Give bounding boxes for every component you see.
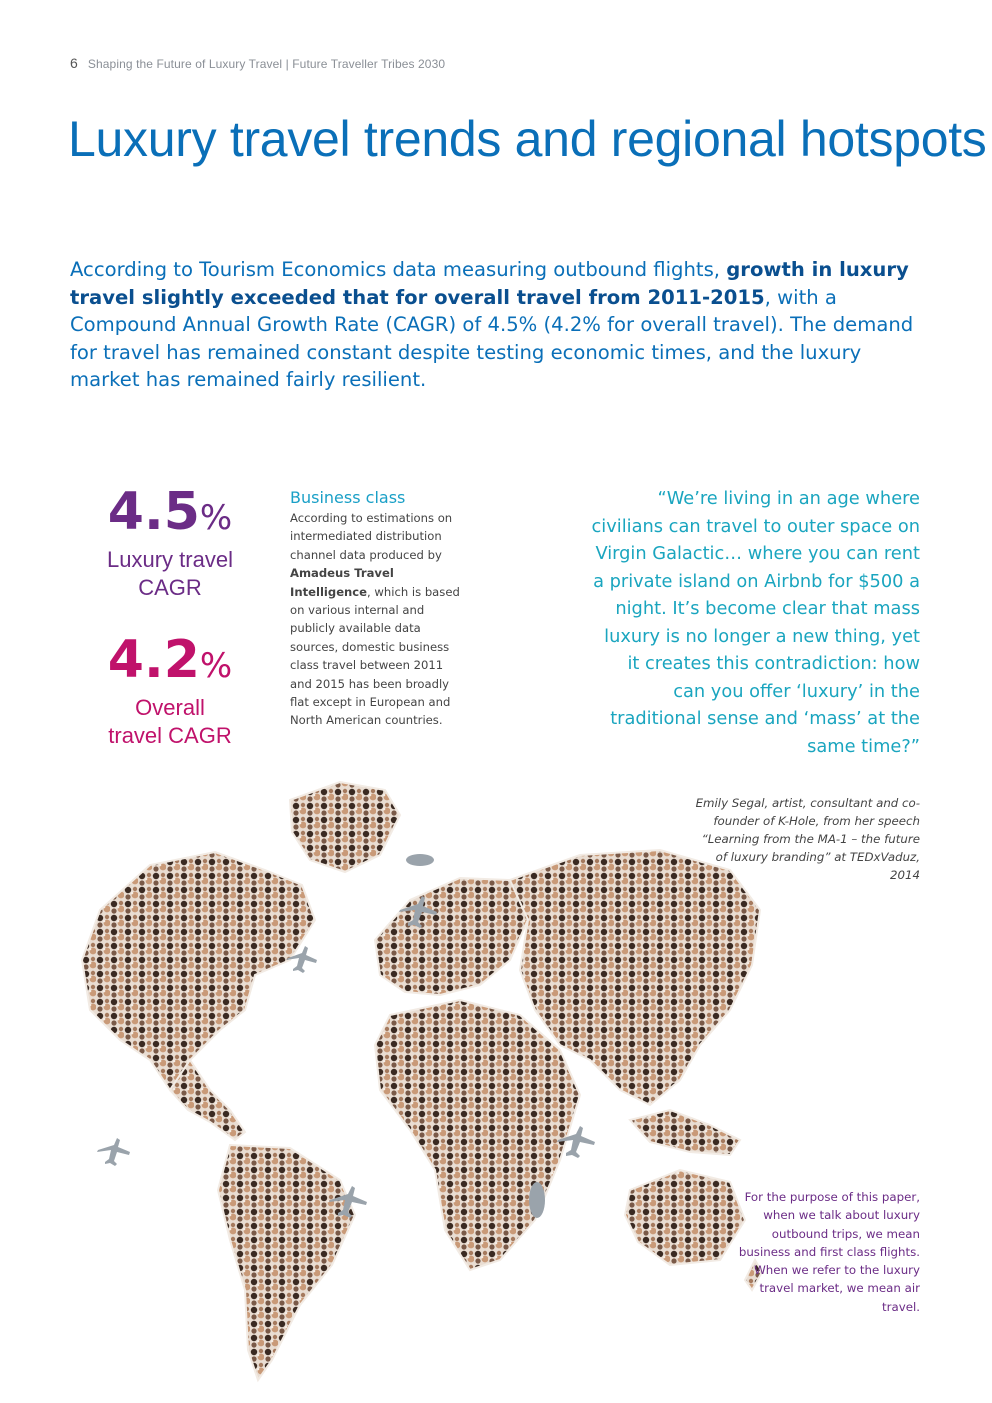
greenland-shape <box>290 782 400 872</box>
overall-cagr-value: 4.2% <box>107 630 233 690</box>
world-map-mosaic-illustration <box>40 760 770 1400</box>
running-header <box>70 55 445 71</box>
europe-shape <box>375 878 530 995</box>
page-number: 6 <box>70 55 78 71</box>
bottle-icon <box>529 1182 545 1218</box>
business-class-body: According to estimations on intermediated distribution channel data produced by Amadeus Travel Intelligence, which is based on various internal and publicly available data sources, domestic business class travel between 2011 and 2015 has been broadly flat except in European and North American countries. <box>290 511 460 728</box>
amadeus-source: Amadeus Travel Intelligence <box>290 566 394 599</box>
business-class-box <box>290 488 465 730</box>
airplane-icon <box>97 1138 130 1166</box>
intro-text-2: , with a Compound Annual Growth Rate (CAGR) of 4.5% (4.2% for overall travel). The demand for travel has remained constant despite testing economic times, and the luxury market has remained fairly resilient. <box>70 285 914 391</box>
pull-quote: “We’re living in an age where civilians can travel to outer space on Virgin Galactic… where you can rent a private island on Airbnb for $500 a night. It’s become clear that mass luxury is no longer a new thing, yet it creates this contradiction: how can you offer ‘luxury’ in the traditional sense and ‘mass’ at the same time?” <box>591 488 920 757</box>
intro-text-1: According to Tourism Economics data measuring outbound flights, <box>70 258 727 281</box>
intro-paragraph <box>70 256 930 394</box>
quote-attribution: Emily Segal, artist, consultant and co-founder of K-Hole, from her speech “Learning from the MA-1 – the future of luxury branding” at TEDxVaduz, 2014 <box>695 796 920 882</box>
definition-footnote: For the purpose of this paper, when we talk about luxury outbound trips, we mean business and first class flights. When we refer to the luxury travel market, we mean air travel. <box>738 1190 920 1314</box>
running-header-text: Shaping the Future of Luxury Travel | Future Traveller Tribes 2030 <box>87 57 446 71</box>
south-america-shape <box>218 1145 355 1380</box>
luxury-cagr-caption: Luxury travel CAGR <box>107 547 233 600</box>
africa-shape <box>375 1000 580 1270</box>
overall-cagr-caption: Overall travel CAGR <box>108 695 232 748</box>
luxury-cagr-stat <box>70 484 270 602</box>
southeast-asia-islands-shape <box>630 1110 740 1155</box>
page-title: Luxury travel trends and regional hotspots <box>68 111 987 167</box>
central-america-shape <box>170 1060 245 1140</box>
yacht-icon <box>406 854 434 866</box>
luxury-cagr-value: 4.5% <box>107 482 233 542</box>
intro-bold-highlight: growth in luxury travel slightly exceeded that for overall travel from 2011-2015 <box>70 258 909 309</box>
overall-cagr-stat <box>70 632 270 750</box>
business-class-heading: Business class <box>290 488 406 507</box>
north-america-shape <box>82 852 315 1090</box>
